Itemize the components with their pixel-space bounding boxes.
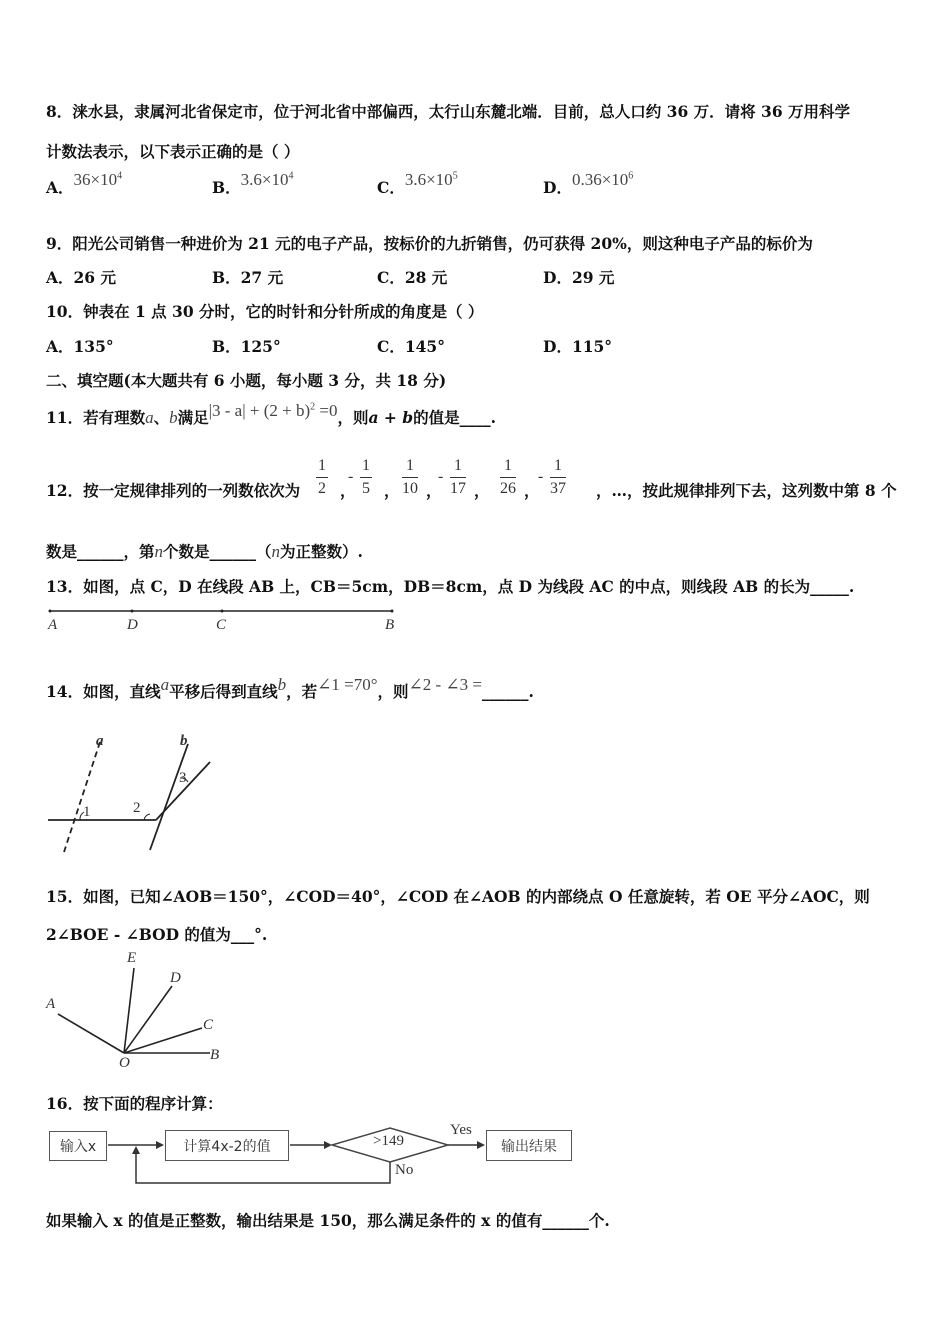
flow-compute-box: 计算4x-2的值: [165, 1130, 289, 1161]
point-b-label: B: [385, 617, 395, 633]
fraction-comma: ，: [426, 481, 442, 500]
q12-pre: 12．按一定规律排列的一列数依次为: [46, 481, 301, 500]
ray-oa: [58, 1014, 124, 1053]
line-a-label: a: [96, 733, 104, 749]
q10-option-b: B．125°: [212, 337, 281, 356]
fraction-denominator: 2: [318, 480, 326, 497]
fraction-comma: ，: [340, 481, 356, 500]
ray-oc: [124, 1028, 202, 1053]
fraction-numerator: 1: [316, 455, 328, 478]
q15-line2: 2∠BOE - ∠BOD 的值为___°.: [46, 925, 268, 944]
line-a: [64, 742, 100, 852]
fraction-denominator: 37: [550, 480, 566, 497]
fraction-comma: ，: [524, 481, 540, 500]
fraction-denominator: 26: [500, 480, 516, 497]
q12-line2: 数是______，第n个数是______（n为正整数）.: [46, 542, 363, 561]
fraction-sign: -: [538, 468, 544, 485]
point-d-label: D: [127, 617, 138, 633]
q14-text: 14．如图，直线a平移后得到直线b，若∠1 =70°，则∠2 - ∠3 =______.: [46, 675, 534, 701]
fraction-denominator: 17: [450, 480, 466, 497]
q12-post: ，…，按此规律排列下去，这列数中第 8 个: [596, 481, 897, 500]
fraction-comma: ，: [384, 481, 400, 500]
angle-2-label: 2: [133, 800, 141, 816]
fraction-sign: -: [438, 468, 444, 485]
q9-option-c: C．28 元: [377, 268, 448, 287]
point-a-label: A: [48, 617, 58, 633]
fraction-term: [450, 455, 466, 500]
point-a-label: A: [46, 996, 56, 1012]
point-e-label: E: [127, 950, 137, 966]
flow-condition-label: >149: [373, 1133, 404, 1149]
flow-no-label: No: [395, 1162, 414, 1178]
fraction-term: [316, 455, 328, 500]
angle-3-label: 3: [179, 770, 187, 786]
q9-option-a: A．26 元: [46, 268, 116, 287]
q8-line1: 8．涞水县，隶属河北省保定市，位于河北省中部偏西，太行山东麓北端．目前，总人口约 36 万．请将 36 万用科学: [46, 102, 851, 121]
q8-option-d: D．$0.36\times 10^6$: [543, 170, 634, 197]
fraction-term: [402, 455, 418, 500]
fraction-numerator: 1: [500, 455, 516, 478]
line-b: [150, 744, 188, 850]
line-b-label: b: [180, 733, 188, 749]
point-c-label: C: [216, 617, 227, 633]
q8-option-c: C．$3.6\times 10^5$: [377, 170, 458, 197]
fraction-term: [550, 455, 566, 500]
q16-question: 如果输入 x 的值是正整数，输出结果是 150，那么满足条件的 x 的值有______个.: [46, 1211, 610, 1230]
flow-output-box: 输出结果: [486, 1130, 572, 1161]
q10-text: 10．钟表在 1 点 30 分时，它的时针和分针所成的角度是（ ）: [46, 302, 484, 321]
angle-1-label: 1: [83, 804, 91, 820]
point-c-label: C: [203, 1017, 214, 1033]
q16-text: 16．按下面的程序计算：: [46, 1094, 223, 1113]
flow-input-box: 输入x: [49, 1131, 107, 1161]
point-b-label: B: [210, 1047, 220, 1063]
fraction-denominator: 5: [362, 480, 370, 497]
q9-option-d: D．29 元: [543, 268, 615, 287]
fraction-numerator: 1: [550, 455, 566, 478]
flow-yes-label: Yes: [450, 1122, 472, 1138]
q9-text: 9．阳光公司销售一种进价为 21 元的电子产品，按标价的九折销售，仍可获得 20%，则这种电子产品的标价为: [46, 234, 813, 253]
q8-option-b: B．$3.6\times 10^4$: [212, 170, 294, 197]
fraction-term: [360, 455, 372, 500]
fraction-denominator: 10: [402, 480, 418, 497]
q14-parallel-lines-figure: [40, 730, 240, 860]
fraction-numerator: 1: [450, 455, 466, 478]
fraction-numerator: 1: [360, 455, 372, 478]
q13-text: 13．如图，点 C，D 在线段 AB 上，CB＝5cm，DB＝8cm，点 D 为线段 AC 的中点，则线段 AB 的长为_____.: [46, 577, 855, 596]
point-d-label: D: [170, 970, 181, 986]
q8-option-a: A．$36\times 10^4$: [46, 170, 123, 197]
section-heading: 二、填空题(本大题共有 6 小题，每小题 3 分，共 18 分): [46, 371, 447, 390]
fraction-numerator: 1: [402, 455, 418, 478]
q11-text: 11．若有理数a、b满足$|3 - a| + (2 + b)^2 =0$，则a + b的值是____.: [46, 401, 497, 427]
fraction-comma: ，: [474, 481, 490, 500]
q15-line1: 15．如图，已知∠AOB＝150°，∠COD＝40°，∠COD 在∠AOB 的内部绕点 O 任意旋转，若 OE 平分∠AOC，则: [46, 887, 870, 906]
fraction-term: [500, 455, 516, 500]
q10-option-a: A．135°: [46, 337, 114, 356]
q10-option-c: C．145°: [377, 337, 445, 356]
q10-option-d: D．115°: [543, 337, 613, 356]
fraction-sign: -: [348, 468, 354, 485]
q8-line2: 计数法表示，以下表示正确的是（ ）: [46, 142, 300, 161]
point-o-label: O: [119, 1055, 130, 1071]
q9-option-b: B．27 元: [212, 268, 284, 287]
